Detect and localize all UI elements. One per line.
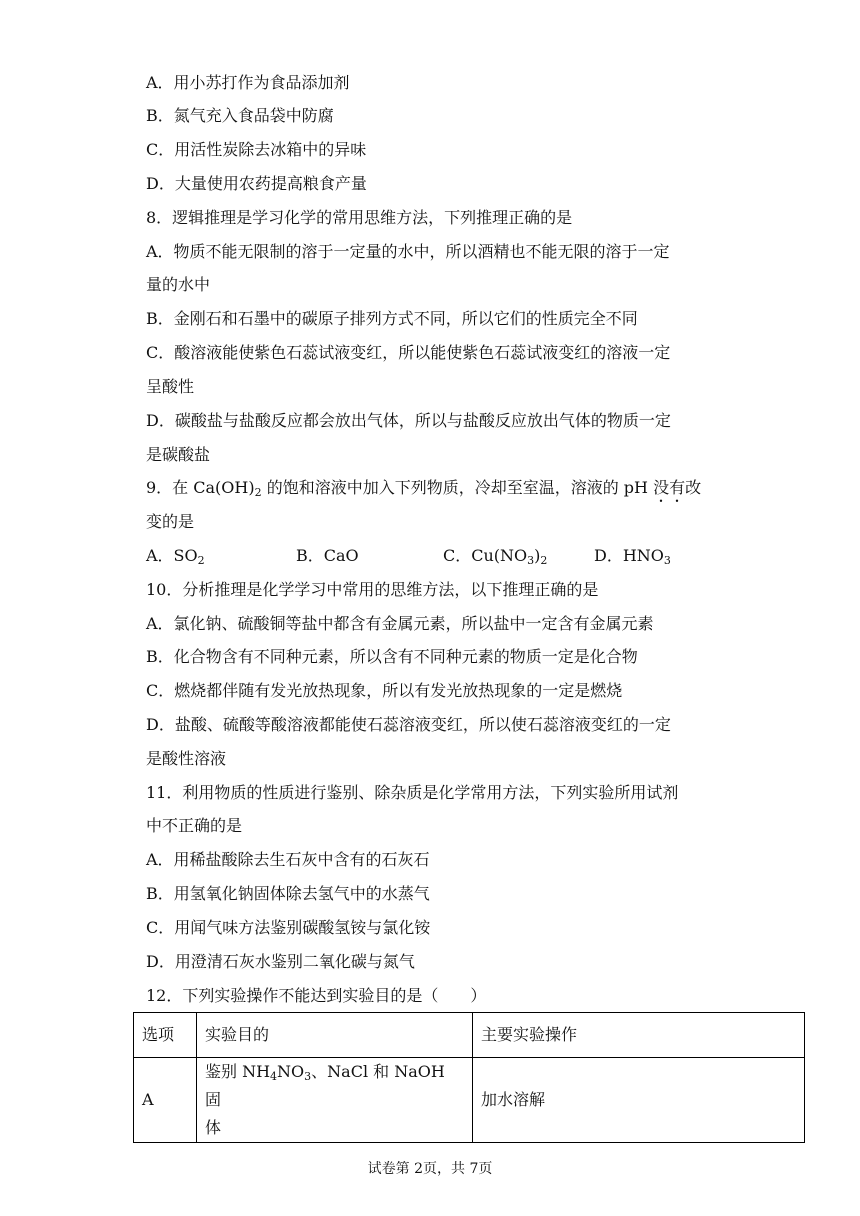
- question-12-stem: 12．下列实验操作不能达到实验目的是（ ）: [146, 986, 487, 1005]
- page-footer: 试卷第 2页，共 7页: [367, 1161, 493, 1177]
- q10-option-c: C．燃烧都伴随有发光放热现象，所以有发光放热现象的一定是燃烧: [146, 681, 623, 700]
- header-purpose: 实验目的: [197, 1013, 473, 1058]
- question-11-stem-line2: 中不正确的是: [146, 816, 243, 835]
- q8-option-c-line2: 呈酸性: [146, 377, 195, 396]
- experiment-table: [133, 1012, 805, 1143]
- q10-option-b: B．化合物含有不同种元素，所以含有不同种元素的物质一定是化合物: [146, 647, 638, 666]
- q8-option-a-line2: 量的水中: [146, 275, 211, 294]
- q8-option-d-line2: 是碳酸盐: [146, 445, 211, 464]
- question-8-stem: 8．逻辑推理是学习化学的常用思维方法，下列推理正确的是: [146, 208, 573, 227]
- option-a-baking-soda: A．用小苏打作为食品添加剂: [146, 73, 350, 92]
- question-9-options: [146, 545, 806, 567]
- q11-option-b: B．用氢氧化钠固体除去氢气中的水蒸气: [146, 884, 430, 903]
- q9-option-c: C．$Cu(NO_3)_2$: [443, 546, 548, 567]
- q8-option-c-line1: C．酸溶液能使紫色石蕊试液变红，所以能使紫色石蕊试液变红的溶液一定: [146, 343, 671, 362]
- q10-option-d-line2: 是酸性溶液: [146, 749, 227, 768]
- table-header-row: [134, 1013, 805, 1058]
- q10-option-d-line1: D．盐酸、硫酸等酸溶液都能使石蕊溶液变红，所以使石蕊溶液变红的一定: [146, 715, 671, 734]
- emphasis-mark: 没有: [653, 478, 686, 497]
- q9-option-d: D．$HNO_3$: [594, 546, 671, 567]
- q9-option-b: B．CaO: [296, 546, 359, 565]
- q8-option-d-line1: D．碳酸盐与盐酸反应都会放出气体，所以与盐酸反应放出气体的物质一定: [146, 411, 671, 430]
- q10-option-a: A．氯化钠、硫酸铜等盐中都含有金属元素，所以盐中一定含有金属元素: [146, 614, 654, 633]
- row-a-operation: 加水溶解: [473, 1058, 805, 1143]
- question-10-stem: 10．分析推理是化学学习中常用的思维方法，以下推理正确的是: [146, 580, 599, 599]
- question-9-stem-line2: 变的是: [146, 512, 195, 531]
- header-operation: 主要实验操作: [473, 1013, 805, 1058]
- row-a-purpose: 鉴别 $NH_4NO_3$、NaCl 和 NaOH 固 体: [197, 1058, 473, 1143]
- q11-option-a: A．用稀盐酸除去生石灰中含有的石灰石: [146, 850, 430, 869]
- header-option: 选项: [134, 1013, 197, 1058]
- table-row: [134, 1058, 805, 1143]
- option-b-nitrogen: B．氮气充入食品袋中防腐: [146, 106, 334, 125]
- q11-option-c: C．用闻气味方法鉴别碳酸氢铵与氯化铵: [146, 918, 431, 937]
- option-c-activated-carbon: C．用活性炭除去冰箱中的异味: [146, 140, 367, 159]
- q9-option-a: A．$SO_2$: [146, 546, 205, 567]
- q8-option-a-line1: A．物质不能无限制的溶于一定量的水中，所以酒精也不能无限的溶于一定: [146, 242, 670, 261]
- q8-option-b: B．金刚石和石墨中的碳原子排列方式不同，所以它们的性质完全不同: [146, 309, 638, 328]
- q11-option-d: D．用澄清石灰水鉴别二氧化碳与氮气: [146, 952, 415, 971]
- row-a-option: A: [134, 1058, 197, 1143]
- option-d-pesticides: D．大量使用农药提高粮食产量: [146, 174, 367, 193]
- question-11-stem-line1: 11．利用物质的性质进行鉴别、除杂质是化学常用方法，下列实验所用试剂: [146, 783, 679, 802]
- question-9-stem: 9．在 $Ca(OH)_2$ 的饱和溶液中加入下列物质，冷却至室温，溶液的 pH 没有改: [146, 478, 702, 499]
